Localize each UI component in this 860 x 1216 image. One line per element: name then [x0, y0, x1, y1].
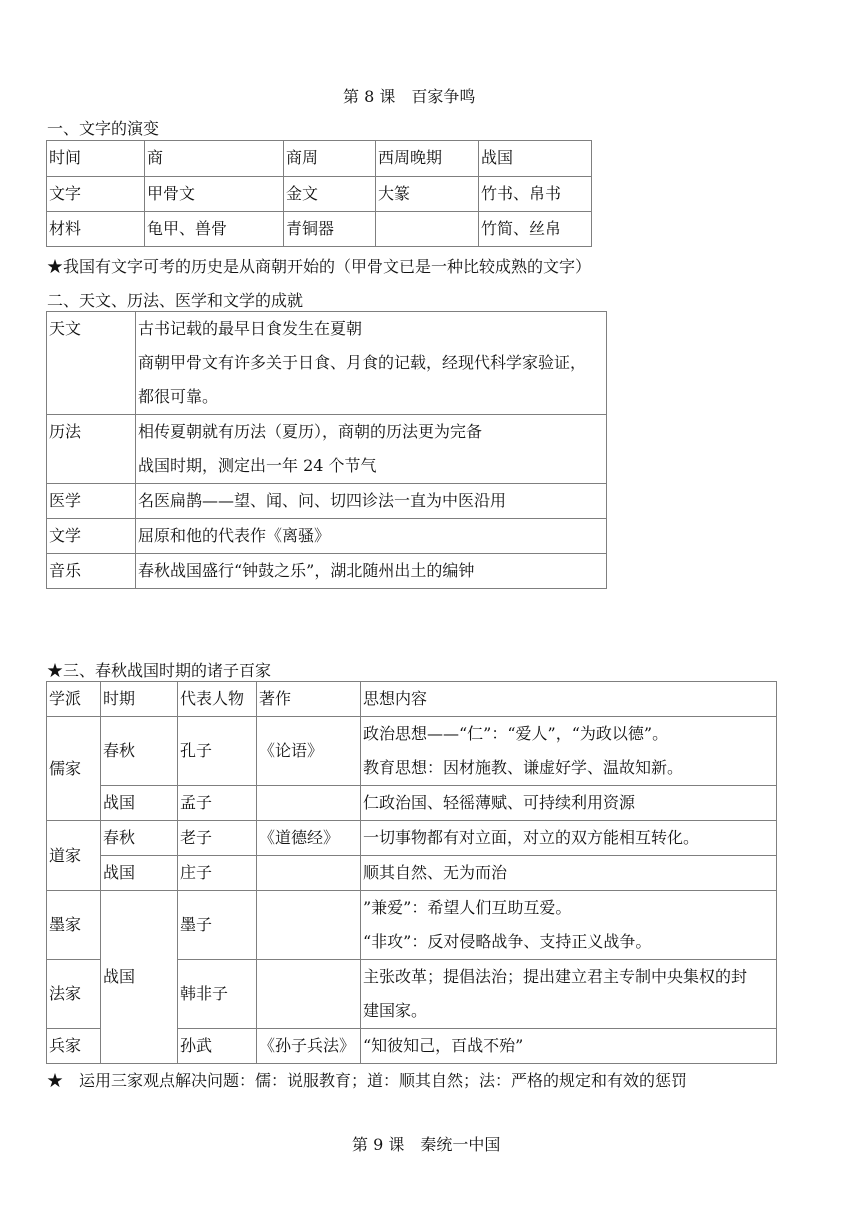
table-row	[47, 141, 592, 177]
person: 韩非子	[178, 960, 257, 1029]
period: 春秋	[101, 717, 178, 786]
thought	[361, 821, 777, 856]
content-line: 都很可靠。	[138, 387, 219, 406]
column-header: 思想内容	[361, 682, 777, 717]
work: 《孙子兵法》	[257, 1029, 361, 1064]
table-row	[47, 484, 607, 519]
thought	[361, 1029, 777, 1064]
content-line: 战国时期，测定出一年 24 个节气	[138, 456, 377, 475]
section-3-heading: ★三、春秋战国时期的诸子百家	[47, 661, 272, 680]
school-name: 法家	[47, 960, 101, 1029]
table-cell: 战国	[479, 141, 592, 177]
person: 墨子	[178, 891, 257, 960]
row-label: 天文	[47, 312, 136, 415]
row-content	[136, 554, 607, 589]
row-content	[136, 415, 607, 484]
content-line: 教育思想：因材施教、谦虚好学、温故知新。	[363, 758, 684, 777]
hundred-schools-table	[46, 681, 777, 1064]
section-1-note: ★我国有文字可考的历史是从商朝开始的（甲骨文已是一种比较成熟的文字）	[47, 257, 592, 276]
row-content	[136, 312, 607, 415]
table-cell: 竹简、丝帛	[479, 212, 592, 247]
column-header: 学派	[47, 682, 101, 717]
table-cell: 材料	[47, 212, 145, 247]
content-line: 仁政治国、轻徭薄赋、可持续利用资源	[363, 793, 636, 812]
content-line: 相传夏朝就有历法（夏历），商朝的历法更为完备	[138, 422, 483, 441]
period: 春秋	[101, 821, 178, 856]
person: 老子	[178, 821, 257, 856]
content-line: 名医扁鹊——望、闻、问、切四诊法一直为中医沿用	[138, 491, 507, 510]
table-cell: 竹书、帛书	[479, 177, 592, 212]
column-header: 时期	[101, 682, 178, 717]
work	[257, 960, 361, 1029]
period: 战国	[101, 856, 178, 891]
work	[257, 891, 361, 960]
table-row	[47, 717, 777, 786]
row-content	[136, 519, 607, 554]
thought	[361, 891, 777, 960]
period: 战国	[101, 786, 178, 821]
table-cell: 西周晚期	[376, 141, 479, 177]
table-row	[47, 891, 777, 960]
achievements-table	[46, 311, 607, 589]
table-cell: 金文	[284, 177, 376, 212]
content-line: 商朝甲骨文有许多关于日食、月食的记载，经现代科学家验证，	[138, 353, 587, 372]
table-cell: 时间	[47, 141, 145, 177]
table-cell: 文字	[47, 177, 145, 212]
lesson-9-title: 第 9 课 秦统一中国	[352, 1135, 501, 1154]
section-3-note: ★ 运用三家观点解决问题：儒：说服教育；道：顺其自然；法：严格的规定和有效的惩罚	[47, 1071, 688, 1090]
row-content	[136, 484, 607, 519]
row-label: 医学	[47, 484, 136, 519]
content-line: 政治思想——“仁”：“爱人”，“为政以德”。	[363, 724, 669, 743]
person: 孔子	[178, 717, 257, 786]
table-row	[47, 856, 777, 891]
content-line: 建国家。	[363, 1001, 428, 1020]
thought	[361, 856, 777, 891]
table-row	[47, 415, 607, 484]
content-line: “知彼知己，百战不殆”	[363, 1036, 524, 1055]
table-row	[47, 212, 592, 247]
school-name: 墨家	[47, 891, 101, 960]
content-line: 古书记载的最早日食发生在夏朝	[138, 319, 363, 338]
thought	[361, 960, 777, 1029]
row-label: 历法	[47, 415, 136, 484]
table-row	[47, 821, 777, 856]
work: 《论语》	[257, 717, 361, 786]
person: 孙武	[178, 1029, 257, 1064]
work	[257, 856, 361, 891]
thought	[361, 786, 777, 821]
writing-evolution-table	[46, 140, 592, 247]
column-header: 著作	[257, 682, 361, 717]
school-name: 兵家	[47, 1029, 101, 1064]
content-line: 主张改革；提倡法治；提出建立君主专制中央集权的封	[363, 967, 748, 986]
school-name: 道家	[47, 821, 101, 891]
table-cell	[376, 212, 479, 247]
table-row	[47, 177, 592, 212]
column-header: 代表人物	[178, 682, 257, 717]
content-line: 一切事物都有对立面，对立的双方能相互转化。	[363, 828, 700, 847]
section-1-heading: 一、文字的演变	[47, 119, 160, 138]
content-line: “非攻”：反对侵略战争、支持正义战争。	[363, 932, 652, 951]
school-name: 儒家	[47, 717, 101, 821]
work	[257, 786, 361, 821]
table-cell: 龟甲、兽骨	[145, 212, 284, 247]
table-row	[47, 312, 607, 415]
table-cell: 青铜器	[284, 212, 376, 247]
table-row	[47, 786, 777, 821]
table-cell: 甲骨文	[145, 177, 284, 212]
table-cell: 商	[145, 141, 284, 177]
row-label: 音乐	[47, 554, 136, 589]
table-row	[47, 554, 607, 589]
person: 孟子	[178, 786, 257, 821]
content-line: 春秋战国盛行“钟鼓之乐”，湖北随州出土的编钟	[138, 561, 475, 580]
content-line: 屈原和他的代表作《离骚》	[138, 526, 331, 545]
thought	[361, 717, 777, 786]
table-row	[47, 519, 607, 554]
table-cell: 大篆	[376, 177, 479, 212]
work: 《道德经》	[257, 821, 361, 856]
person: 庄子	[178, 856, 257, 891]
table-cell: 商周	[284, 141, 376, 177]
lesson-8-title: 第 8 课 百家争鸣	[343, 87, 476, 106]
content-line: ”兼爱”：希望人们互助互爱。	[363, 898, 572, 917]
period: 战国	[101, 891, 178, 1064]
table-header-row	[47, 682, 777, 717]
content-line: 顺其自然、无为而治	[363, 863, 508, 882]
row-label: 文学	[47, 519, 136, 554]
section-2-heading: 二、天文、历法、医学和文学的成就	[47, 291, 304, 310]
